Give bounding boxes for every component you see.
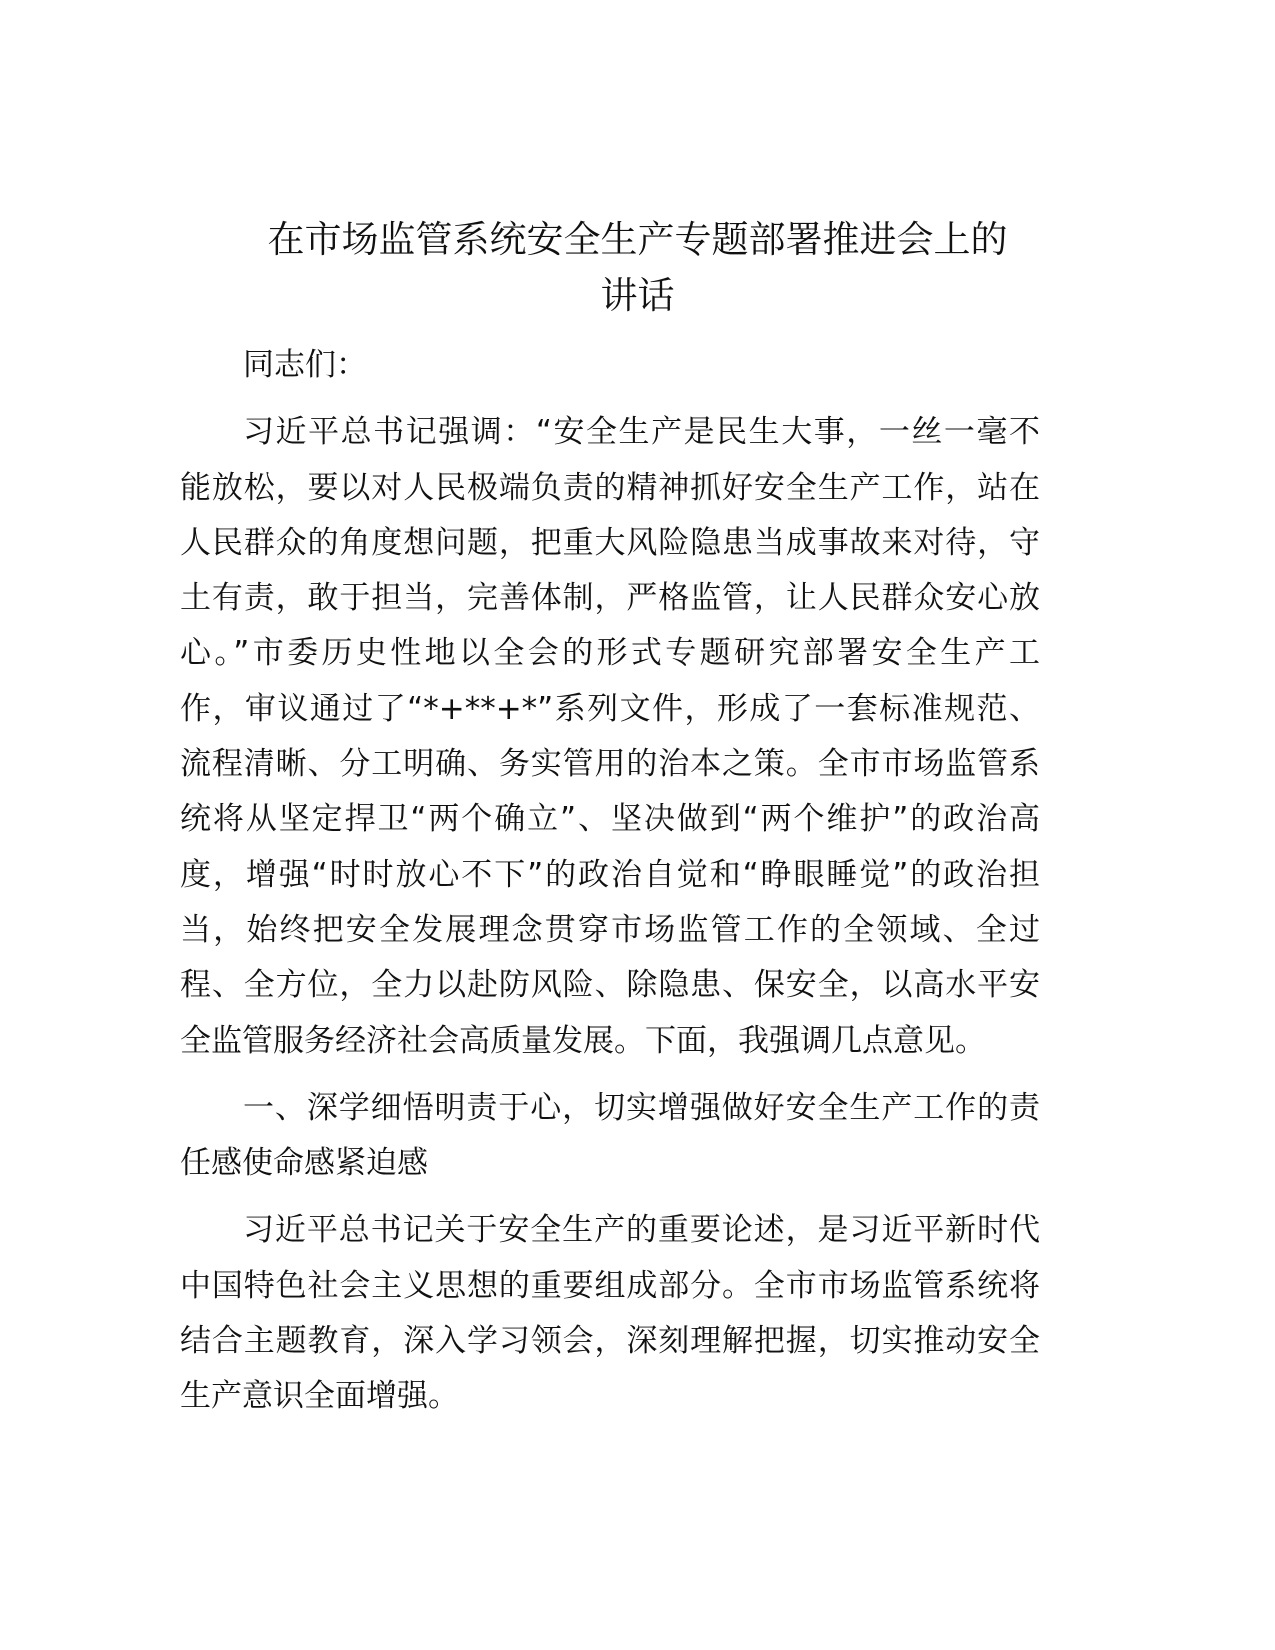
text-line: 能放松，要以对人民极端负责的精神抓好安全生产工作，站在 xyxy=(180,469,1040,506)
text-line: 习近平总书记关于安全生产的重要论述，是习近平新时代 xyxy=(243,1212,1040,1249)
text-line: 生产意识全面增强。 xyxy=(180,1378,459,1415)
text-line: 统将从坚定捍卫“两个确立”、坚决做到“两个维护”的政治高 xyxy=(180,801,1040,838)
text-line: 结合主题教育，深入学习领会，深刻理解把握，切实推动安全 xyxy=(180,1323,1040,1360)
document-body xyxy=(180,338,1040,1437)
text-line: 一、深学细悟明责于心，切实增强做好安全生产工作的责 xyxy=(243,1089,1040,1126)
text-line: 流程清晰、分工明确、务实管用的治本之策。全市市场监管系 xyxy=(180,746,1040,783)
title-line: 在市场监管系统安全生产专题部署推进会上的 xyxy=(267,218,1008,261)
text-line: 当，始终把安全发展理念贯穿市场监管工作的全领域、全过 xyxy=(180,911,1040,948)
text-line: 度，增强“时时放心不下”的政治自觉和“睁眼睡觉”的政治担 xyxy=(180,856,1040,893)
text-line: 全监管服务经济社会高质量发展。下面，我强调几点意见。 xyxy=(180,1022,986,1059)
section-heading-1 xyxy=(180,1081,1040,1192)
text-line: 程、全方位，全力以赴防风险、除隐患、保安全，以高水平安 xyxy=(180,967,1040,1004)
paragraph-section-1 xyxy=(180,1203,1040,1424)
text-line: 中国特色社会主义思想的重要组成部分。全市市场监管系统将 xyxy=(180,1267,1040,1304)
salutation: 同志们： xyxy=(243,347,367,383)
title-line: 讲话 xyxy=(600,274,675,317)
text-line: 心。”市委历史性地以全会的形式专题研究部署安全生产工 xyxy=(180,635,1040,672)
text-line: 任感使命感紧迫感 xyxy=(180,1145,428,1182)
text-line: 土有责，敢于担当，完善体制，严格监管，让人民群众安心放 xyxy=(180,580,1040,617)
paragraph-intro xyxy=(180,405,1040,1069)
text-line: 习近平总书记强调：“安全生产是民生大事，一丝一毫不 xyxy=(243,414,1040,451)
text-line: 人民群众的角度想问题，把重大风险隐患当成事故来对待，守 xyxy=(180,524,1040,561)
document-title xyxy=(0,212,1275,324)
text-line: 作，审议通过了“*+**+*”系列文件，形成了一套标准规范、 xyxy=(180,690,1040,727)
